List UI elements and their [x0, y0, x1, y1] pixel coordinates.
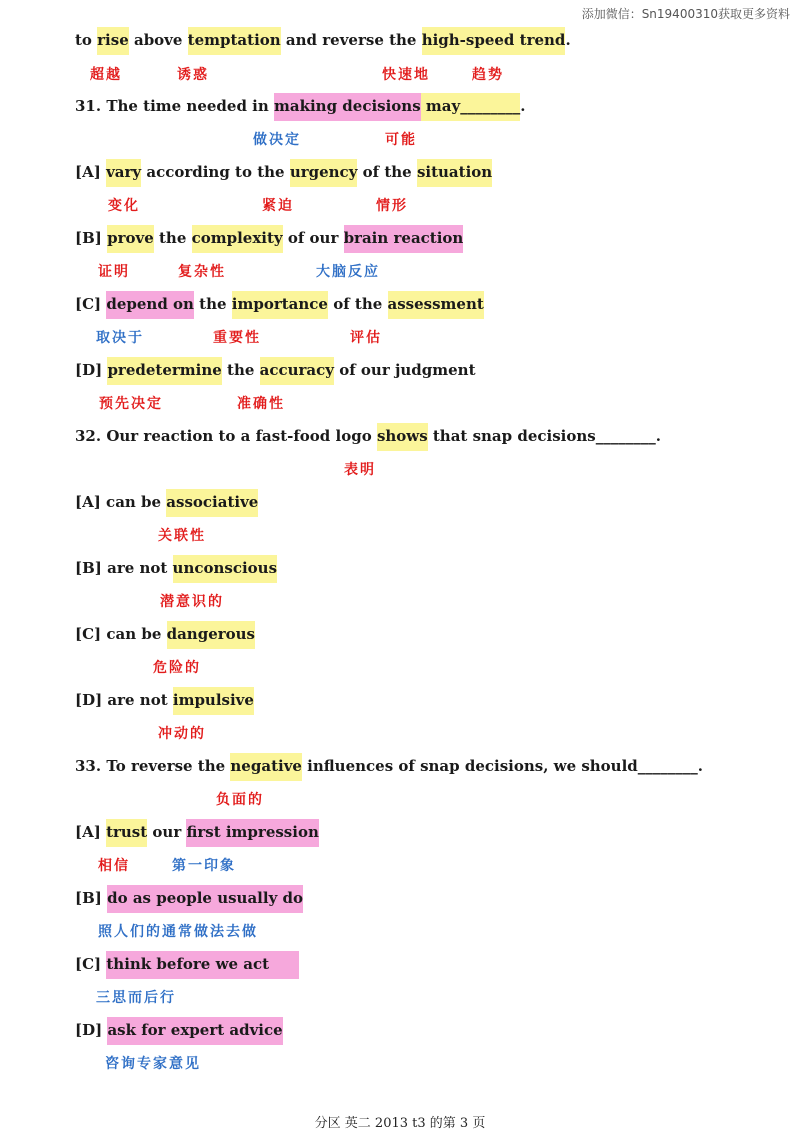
annotation: 相信 — [98, 858, 130, 874]
highlight-word: high-speed — [422, 27, 515, 55]
highlight-word: impulsive — [173, 687, 254, 715]
question-33 — [75, 752, 703, 780]
highlight-phrase: depend on — [106, 291, 194, 319]
option-32-a — [75, 488, 258, 516]
annotation: 三思而后行 — [96, 990, 176, 1006]
highlight-phrase: do as people usually do — [107, 885, 303, 913]
text: [D] — [75, 1021, 108, 1039]
passage-line — [75, 26, 571, 54]
annotation: 咨询专家意见 — [105, 1056, 201, 1072]
option-33-a — [75, 818, 319, 846]
text: above — [128, 31, 188, 49]
highlight-word: vary — [106, 159, 141, 187]
annotation: 紧迫 — [262, 198, 294, 214]
annotation: 冲动的 — [158, 726, 206, 742]
text: [B] — [75, 889, 108, 907]
text: 32. Our reaction to a fast-food logo — [75, 427, 377, 445]
text: [D] — [75, 361, 108, 379]
option-33-b — [75, 884, 303, 912]
option-33-d — [75, 1016, 283, 1044]
annotation: 做决定 — [253, 132, 301, 148]
text: [A] can be — [75, 493, 167, 511]
highlight-word: shows — [377, 423, 428, 451]
annotation: 诱惑 — [177, 67, 209, 83]
option-32-d — [75, 686, 254, 714]
text: [D] are not — [75, 691, 173, 709]
annotation: 危险的 — [153, 660, 201, 676]
highlight-word: predetermine — [107, 357, 221, 385]
highlight-word: prove — [107, 225, 154, 253]
text: the — [193, 295, 232, 313]
highlight-word: urgency — [290, 159, 358, 187]
text — [514, 27, 519, 55]
highlight-word: associative — [166, 489, 258, 517]
text: and reverse the — [280, 31, 422, 49]
highlight-word: may________ — [426, 93, 520, 121]
highlight-word: rise — [97, 27, 129, 55]
highlight-word: unconscious — [173, 555, 278, 583]
annotation: 可能 — [385, 132, 417, 148]
text: of our — [282, 229, 344, 247]
text: the — [153, 229, 192, 247]
text: [C] can be — [75, 625, 167, 643]
question-31 — [75, 92, 525, 120]
highlight-word: situation — [417, 159, 492, 187]
highlight-phrase: ask for expert advice — [107, 1017, 282, 1045]
text: 31. The time needed in — [75, 97, 274, 115]
annotation: 复杂性 — [178, 264, 226, 280]
text: of our judgment — [334, 361, 476, 379]
text: according to the — [141, 163, 290, 181]
option-33-c — [75, 950, 299, 978]
text: [B] — [75, 229, 108, 247]
option-31-c — [75, 290, 484, 318]
annotation: 表明 — [344, 462, 376, 478]
annotation: 情形 — [376, 198, 408, 214]
annotation: 取决于 — [96, 330, 144, 346]
annotation: 预先决定 — [99, 396, 163, 412]
annotation: 潜意识的 — [160, 594, 224, 610]
annotation: 关联性 — [158, 528, 206, 544]
option-32-c — [75, 620, 255, 648]
highlight-word: complexity — [192, 225, 283, 253]
text: of the — [327, 295, 388, 313]
annotation: 超越 — [90, 67, 122, 83]
highlight-word: assessment — [388, 291, 484, 319]
text: [B] are not — [75, 559, 173, 577]
text: of the — [357, 163, 417, 181]
highlight-word: importance — [232, 291, 328, 319]
annotation: 变化 — [108, 198, 140, 214]
highlight-word: negative — [230, 753, 302, 781]
annotation: 趋势 — [472, 67, 504, 83]
option-31-d — [75, 356, 476, 384]
annotation: 评估 — [350, 330, 382, 346]
highlight-word: trend — [520, 27, 566, 55]
highlight-phrase: first impression — [186, 819, 318, 847]
highlight-word: accuracy — [260, 357, 334, 385]
annotation: 大脑反应 — [316, 264, 380, 280]
annotation: 证明 — [98, 264, 130, 280]
annotation: 第一印象 — [172, 858, 236, 874]
text: [C] — [75, 955, 107, 973]
text: the — [221, 361, 260, 379]
text: that snap decisions________. — [427, 427, 661, 445]
highlight-phrase: brain reaction — [344, 225, 464, 253]
text: 33. To reverse the — [75, 757, 231, 775]
text: influences of snap decisions, we should________. — [301, 757, 703, 775]
text: to — [75, 31, 98, 49]
text: . — [520, 97, 526, 115]
text: [C] — [75, 295, 107, 313]
option-32-b — [75, 554, 277, 582]
watermark: 添加微信：Sn19400310获取更多资料 — [581, 7, 790, 21]
option-31-a — [75, 158, 492, 186]
text: our — [147, 823, 187, 841]
highlight-word: dangerous — [167, 621, 255, 649]
page-footer: 分区 英二 2013 t3 的第 3 页 — [314, 1116, 486, 1131]
text: [A] — [75, 163, 107, 181]
highlight-word: trust — [106, 819, 147, 847]
annotation: 负面的 — [216, 792, 264, 808]
text: . — [565, 31, 571, 49]
annotation: 照人们的通常做法去做 — [98, 924, 258, 940]
annotation: 准确性 — [237, 396, 285, 412]
annotation: 重要性 — [213, 330, 261, 346]
annotation: 快速地 — [382, 67, 430, 83]
highlight-phrase: think before we act — [106, 951, 299, 979]
highlight-word: temptation — [188, 27, 281, 55]
question-32 — [75, 422, 661, 450]
highlight-phrase: making decisions — [274, 93, 421, 121]
text: [A] — [75, 823, 107, 841]
option-31-b — [75, 224, 463, 252]
